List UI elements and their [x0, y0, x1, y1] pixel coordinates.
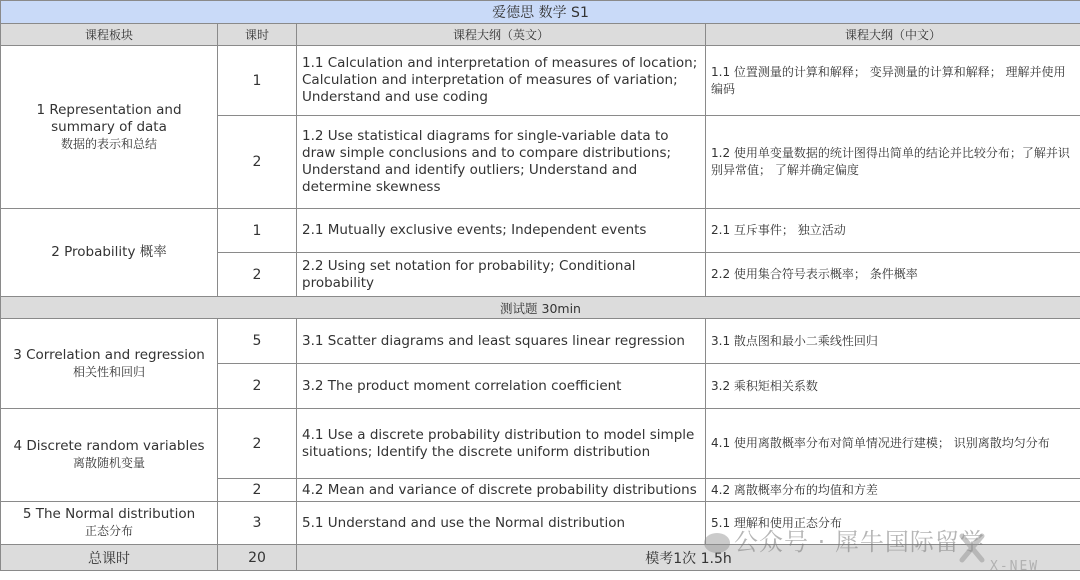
test-row [1, 297, 1080, 319]
hours-cell: 1 [218, 46, 297, 116]
table-row [1, 46, 1080, 116]
outline-en-cell: 5.1 Understand and use the Normal distribution [297, 502, 706, 545]
module-cell [1, 502, 218, 545]
watermark-text: 公众号 · 犀牛国际留学 [734, 528, 985, 556]
brand-logo [956, 530, 1074, 576]
logo-text: X-NEW [990, 559, 1040, 574]
hours-cell: 2 [218, 253, 297, 297]
module-name-zh: 相关性和回归 [72, 364, 145, 379]
outline-zh-cell: 1.1 位置测量的计算和解释； 变异测量的计算和解释； 理解并使用编码 [706, 46, 1080, 116]
wechat-icon [704, 533, 730, 553]
outline-en-cell: 2.2 Using set notation for probability; Conditional probability [297, 253, 706, 297]
header-outline-zh: 课程大纲（中文） [706, 24, 1080, 46]
outline-zh-cell: 2.2 使用集合符号表示概率； 条件概率 [706, 253, 1080, 297]
header-module: 课程板块 [1, 24, 218, 46]
outline-en-cell: 2.1 Mutually exclusive events; Independent events [297, 209, 706, 253]
module-name-en: 4 Discrete random variables [13, 438, 205, 454]
table-title: 爱德思 数学 S1 [1, 1, 1080, 24]
watermark [704, 522, 985, 557]
mock-exam: 模考1次 1.5h [297, 545, 1080, 571]
title-row [1, 1, 1080, 24]
hours-cell: 3 [218, 502, 297, 545]
total-label: 总课时 [1, 545, 218, 571]
hours-cell: 2 [218, 116, 297, 209]
hours-cell: 2 [218, 479, 297, 502]
outline-zh-cell: 4.2 离散概率分布的均值和方差 [706, 479, 1080, 502]
outline-en-cell: 4.1 Use a discrete probability distribution to model simple situations; Identify the discrete uniform distribution [297, 409, 706, 479]
total-hours: 20 [218, 545, 297, 571]
module-cell [1, 409, 218, 502]
outline-zh-cell: 1.2 使用单变量数据的统计图得出简单的结论并比较分布；了解并识别异常值； 了解并确定偏度 [706, 116, 1080, 209]
module-name-zh: 离散随机变量 [72, 456, 145, 470]
module-name-en: 5 The Normal distribution [22, 506, 196, 522]
module-name: 2 Probability 概率 [1, 209, 218, 297]
module-name-zh: 数据的表示和总结 [60, 136, 157, 151]
outline-zh-cell: 3.1 散点图和最小二乘线性回归 [706, 319, 1080, 364]
outline-zh-cell: 2.1 互斥事件； 独立活动 [706, 209, 1080, 253]
table-row [1, 409, 1080, 479]
module-name-en: 1 Representation and summary of data [36, 101, 182, 135]
module-name-en: 3 Correlation and regression [13, 346, 205, 363]
test-label: 测试题 30min [1, 297, 1080, 319]
module-name-zh: 正态分布 [84, 524, 133, 538]
hours-cell: 1 [218, 209, 297, 253]
hours-cell: 2 [218, 364, 297, 409]
hours-cell: 2 [218, 409, 297, 479]
outline-zh-cell: 3.2 乘积矩相关系数 [706, 364, 1080, 409]
module-cell [1, 319, 218, 409]
outline-en-cell: 3.2 The product moment correlation coefficient [297, 364, 706, 409]
header-row [1, 24, 1080, 46]
outline-en-cell: 3.1 Scatter diagrams and least squares linear regression [297, 319, 706, 364]
outline-zh-cell: 4.1 使用离散概率分布对简单情况进行建模； 识别离散均匀分布 [706, 409, 1080, 479]
outline-en-cell: 4.2 Mean and variance of discrete probability distributions [297, 479, 706, 502]
header-outline-en: 课程大纲（英文） [297, 24, 706, 46]
table-row [1, 319, 1080, 364]
table-row [1, 209, 1080, 253]
outline-zh-cell: 5.1 理解和使用正态分布 [706, 502, 1080, 545]
hours-cell: 5 [218, 319, 297, 364]
header-hours: 课时 [218, 24, 297, 46]
outline-en-cell: 1.1 Calculation and interpretation of measures of location; Calculation and interpretation of measures of variation; Understand and use coding [297, 46, 706, 116]
module-cell [1, 46, 218, 209]
outline-en-cell: 1.2 Use statistical diagrams for single-variable data to draw simple conclusions and to compare distributions; Understand and identify outliers; Understand and determine skewness [297, 116, 706, 209]
